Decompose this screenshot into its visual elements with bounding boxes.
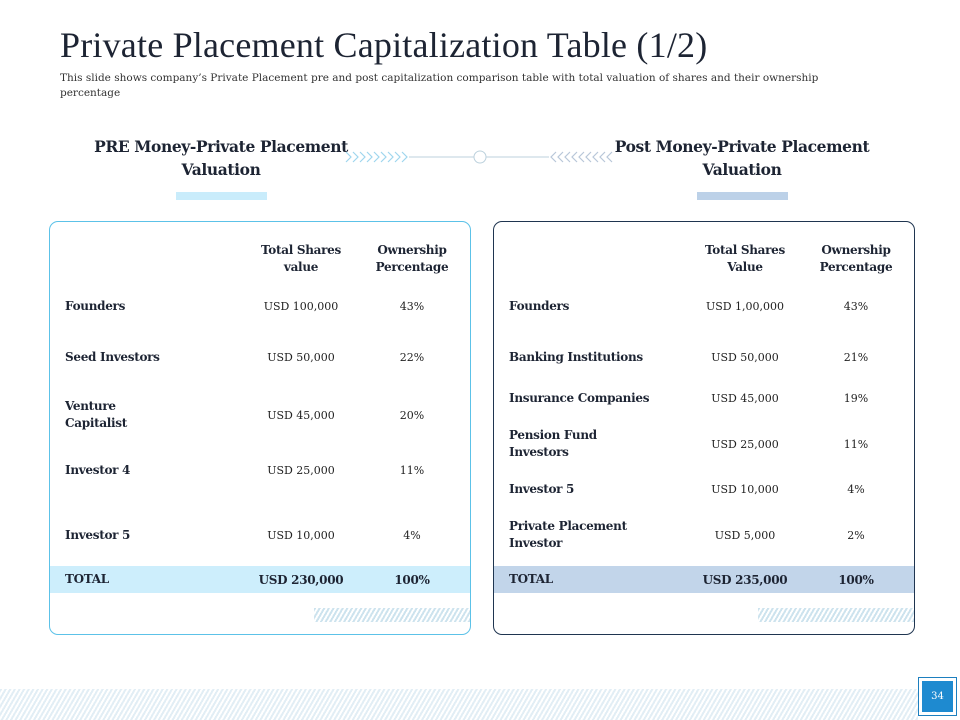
row-label: Private Placement Investor — [509, 519, 627, 550]
row-label: Seed Investors — [65, 349, 160, 364]
table-row — [50, 339, 470, 375]
total-label: TOTAL — [509, 572, 553, 586]
table-row — [50, 452, 470, 488]
page-number-badge — [918, 677, 957, 716]
row-ownership: 2% — [847, 528, 865, 542]
row-shares: USD 50,000 — [267, 350, 335, 364]
row-label: Investor 5 — [65, 527, 131, 542]
row-shares: USD 100,000 — [263, 299, 339, 313]
decorative-footer-band — [0, 689, 918, 720]
total-shares: USD 230,000 — [258, 572, 344, 587]
row-label: Founders — [509, 298, 570, 313]
table-row — [50, 517, 470, 553]
pre-header-total-shares: Total Shares value — [261, 243, 341, 274]
row-label: Insurance Companies — [509, 390, 650, 405]
row-ownership: 21% — [843, 350, 869, 364]
table-row — [494, 288, 914, 324]
table-row — [50, 396, 470, 434]
row-label: Pension Fund Investors — [509, 428, 597, 459]
total-shares: USD 235,000 — [702, 572, 788, 587]
row-ownership: 11% — [399, 463, 425, 477]
row-ownership: 22% — [399, 350, 425, 364]
row-shares: USD 1,00,000 — [705, 299, 785, 313]
row-label: Investor 4 — [65, 462, 131, 477]
pre-money-heading: PRE Money-Private Placement Valuation — [94, 137, 348, 179]
pre-money-table — [49, 221, 471, 635]
row-shares: USD 10,000 — [267, 528, 335, 542]
row-shares: USD 5,000 — [714, 528, 776, 542]
row-shares: USD 45,000 — [267, 408, 335, 422]
row-shares: USD 25,000 — [711, 437, 779, 451]
post-header-total-shares: Total Shares Value — [705, 243, 785, 274]
decorative-hatch — [758, 608, 915, 622]
row-ownership: 11% — [843, 437, 869, 451]
pre-header-ownership: Ownership Percentage — [375, 243, 449, 274]
table-row — [494, 380, 914, 416]
slide-subtitle: This slide shows company’s Private Placement pre and post capitalization comparison table with total valuation of shares and their ownership percentage — [60, 72, 819, 99]
table-row — [494, 425, 914, 463]
pre-heading-underline — [176, 192, 267, 200]
table-row — [494, 516, 914, 554]
row-ownership: 4% — [847, 482, 865, 496]
row-ownership: 43% — [843, 299, 869, 313]
row-shares: USD 50,000 — [711, 350, 779, 364]
post-heading-underline — [697, 192, 788, 200]
post-money-table — [493, 221, 915, 635]
chevron-connector-icon — [343, 147, 615, 167]
post-header-ownership: Ownership Percentage — [819, 243, 893, 274]
page-number: 34 — [922, 681, 953, 712]
row-shares: USD 45,000 — [711, 391, 779, 405]
row-label: Founders — [65, 298, 126, 313]
total-row — [494, 566, 914, 593]
table-row — [50, 288, 470, 324]
total-ownership: 100% — [394, 572, 430, 587]
total-label: TOTAL — [65, 572, 109, 586]
post-money-heading: Post Money-Private Placement Valuation — [614, 137, 870, 179]
row-ownership: 43% — [399, 299, 425, 313]
row-shares: USD 25,000 — [267, 463, 335, 477]
row-ownership: 19% — [843, 391, 869, 405]
row-shares: USD 10,000 — [711, 482, 779, 496]
row-ownership: 4% — [403, 528, 421, 542]
table-row — [494, 471, 914, 507]
total-row — [50, 566, 470, 593]
table-row — [494, 339, 914, 375]
row-label: Investor 5 — [509, 481, 575, 496]
row-label: Banking Institutions — [509, 349, 643, 364]
total-ownership: 100% — [838, 572, 874, 587]
row-label: Venture Capitalist — [65, 399, 128, 430]
decorative-hatch — [314, 608, 471, 622]
row-ownership: 20% — [399, 408, 425, 422]
slide-title: Private Placement Capitalization Table (1/2) — [60, 25, 708, 65]
